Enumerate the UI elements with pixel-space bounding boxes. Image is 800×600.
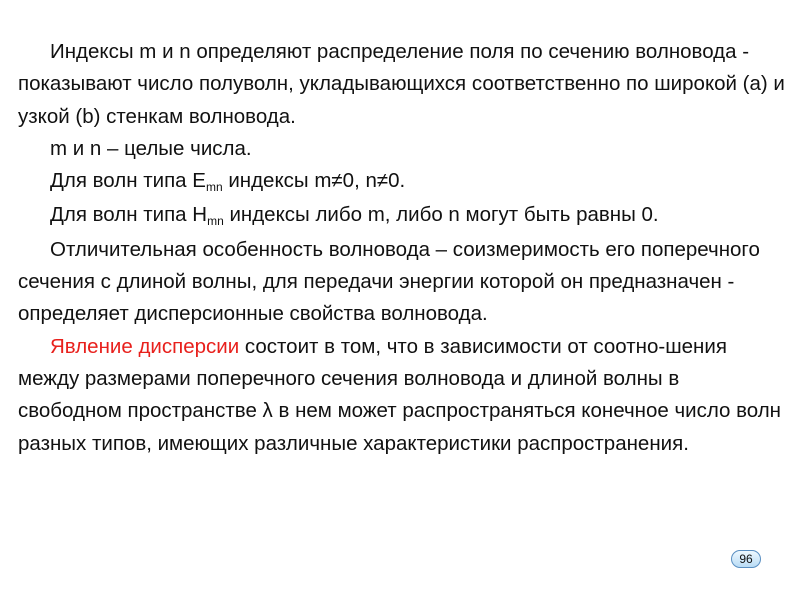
h-waves-text-rest: индексы либо m, либо n могут быть равны 0.	[223, 203, 659, 227]
slide-body	[18, 36, 788, 460]
dispersion-term: Явление дисперсии	[50, 334, 240, 358]
paragraph-feature: Отличительная особенность волновода – соизмеримость его поперечного сечения с длиной волны, для передачи энергии которой он предназначен - определяет дисперсионные свойства волновода.	[18, 237, 760, 326]
e-waves-text-rest: индексы m≠0, n≠0.	[222, 169, 406, 193]
page-number-badge: 96	[731, 550, 761, 568]
paragraph-h-waves	[18, 199, 788, 233]
paragraph-indices: Индексы m и n определяют распределение поля по сечению волновода - показывают число полуволн, укладывающихся соответственно по широкой (a) и узкой (b) стенкам волновода.	[18, 40, 785, 128]
dispersion-text: состоит в том, что в зависимости от соотно-шения между размерами поперечного сечения волновода и длиной волны в свободном пространстве λ в нем может распространяться конечное число волн разных типов, имеющих различные характеристики распространения.	[18, 334, 782, 455]
e-waves-text: Для волн типа E	[50, 169, 206, 193]
e-waves-subscript: mn	[205, 180, 223, 195]
paragraph-integers: m и n – целые числа.	[50, 136, 252, 160]
paragraph-dispersion	[18, 331, 788, 460]
h-waves-text: Для волн типа H	[50, 203, 208, 227]
paragraph-e-waves	[18, 165, 788, 199]
h-waves-subscript: mn	[207, 214, 224, 229]
